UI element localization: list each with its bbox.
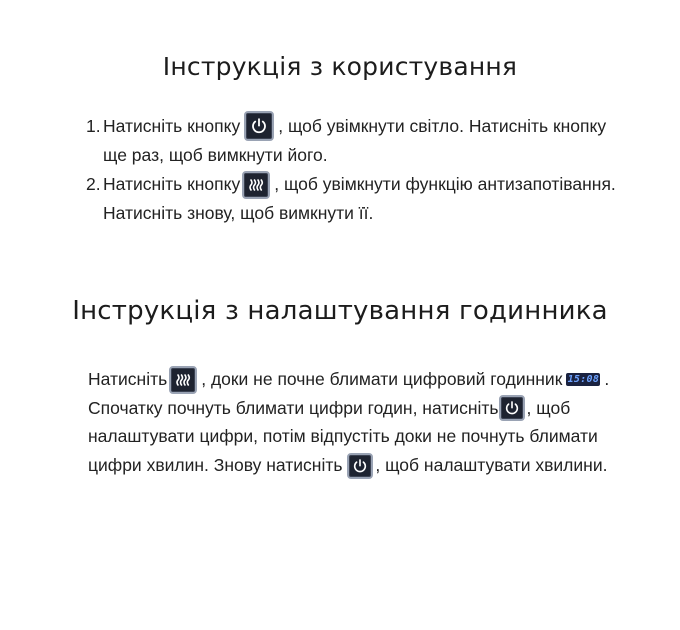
- clock-setup-paragraph: [88, 365, 633, 479]
- defog-icon: [169, 366, 197, 394]
- clock-setup-title: Інструкція з налаштування годинника: [72, 296, 608, 326]
- step-text-before: Натисніть кнопку: [103, 174, 241, 194]
- clock-display: 15:08: [567, 373, 600, 385]
- usage-instructions-title: Інструкція з користування: [162, 52, 518, 81]
- paragraph-part-1: Натисніть: [88, 369, 168, 389]
- step-number: 2.: [86, 174, 101, 194]
- step-text-before: Натисніть кнопку: [103, 116, 241, 136]
- digital-clock-icon: [566, 373, 600, 386]
- list-item: [86, 170, 626, 228]
- defog-icon: [242, 171, 270, 199]
- power-icon: [244, 111, 274, 141]
- step-text-after: , щоб увімкнути функцію антизапотівання. Натисніть знову, щоб вимкнути її.: [103, 174, 616, 223]
- paragraph-part-4: , щоб налаштувати цифри, потім відпустіть доки не почнуть блимати цифри хвилин. Знову натисніть: [88, 397, 598, 475]
- step-number: 1.: [86, 116, 101, 136]
- list-item: [86, 112, 626, 170]
- usage-steps-list: [86, 112, 626, 228]
- paragraph-part-2: , доки не почне блимати цифровий годинник: [201, 369, 563, 389]
- power-icon: [499, 395, 525, 421]
- paragraph-part-5: , щоб налаштувати хвилини.: [375, 454, 608, 475]
- paragraph-part-3: . Спочатку почнуть блимати цифри годин, натисніть: [88, 369, 610, 418]
- step-text-after: , щоб увімкнути світло. Натисніть кнопку ще раз, щоб вимкнути його.: [103, 116, 607, 165]
- power-icon: [347, 453, 373, 479]
